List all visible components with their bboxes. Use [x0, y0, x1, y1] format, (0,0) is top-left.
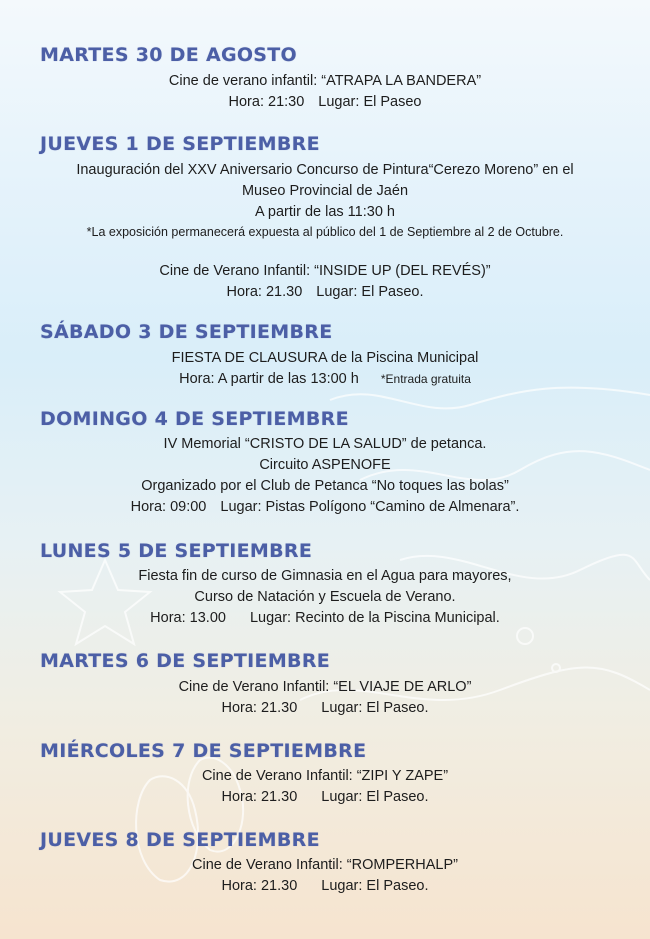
- wave-line: [330, 388, 650, 409]
- event-heading: SÁBADO 3 DE SEPTIEMBRE: [40, 321, 333, 343]
- event-time-place: [0, 788, 650, 806]
- event-time: Hora: 21.30: [221, 878, 298, 894]
- event-description-2: Cine de Verano Infantil: “INSIDE UP (DEL REVÉS)”: [159, 263, 491, 279]
- event-time: Hora: 21.30: [221, 789, 298, 805]
- event-place: Lugar: Pistas Polígono “Camino de Almenara”.: [220, 499, 520, 515]
- event-heading: JUEVES 8 DE SEPTIEMBRE: [40, 829, 320, 851]
- event-place: Lugar: El Paseo.: [321, 878, 429, 894]
- event-heading: JUEVES 1 DE SEPTIEMBRE: [40, 133, 320, 155]
- event-time: Hora: A partir de las 13:00 h: [179, 371, 359, 387]
- event-time-place: [0, 877, 650, 895]
- event-place: Lugar: El Paseo.: [321, 789, 429, 805]
- event-description: Inauguración del XXV Aniversario Concurso de Pintura“Cerezo Moreno” en el: [76, 162, 574, 178]
- event-place: Lugar: Recinto de la Piscina Municipal.: [249, 610, 500, 626]
- event-time-place: [0, 498, 650, 516]
- event-time-place: [0, 93, 650, 111]
- event-time-place: [0, 699, 650, 717]
- event-time-place: [0, 609, 650, 627]
- event-description: Fiesta fin de curso de Gimnasia en el Agua para mayores,: [138, 568, 512, 584]
- event-start-time: A partir de las 11:30 h: [255, 204, 395, 220]
- event-description: Cine de verano infantil: “ATRAPA LA BANDERA”: [168, 73, 482, 89]
- event-heading: MIÉRCOLES 7 DE SEPTIEMBRE: [40, 740, 367, 762]
- event-heading: MARTES 30 DE AGOSTO: [40, 44, 297, 66]
- bubble-shape: [552, 664, 560, 672]
- event-note: *La exposición permanecerá expuesta al público del 1 de Septiembre al 2 de Octubre.: [86, 225, 564, 239]
- event-description: Cine de Verano Infantil: “EL VIAJE DE ARLO”: [178, 679, 472, 695]
- event-place: Lugar: El Paseo: [318, 94, 422, 110]
- event-time: Hora: 09:00: [130, 499, 207, 515]
- event-time: Hora: 21.30: [226, 284, 303, 300]
- event-description-2: Curso de Natación y Escuela de Verano.: [194, 589, 456, 605]
- event-time: Hora: 21.30: [221, 700, 298, 716]
- event-description: Cine de Verano Infantil: “ROMPERHALP”: [192, 857, 458, 873]
- event-heading: LUNES 5 DE SEPTIEMBRE: [40, 540, 313, 562]
- event-place: Lugar: El Paseo.: [316, 284, 424, 300]
- event-time: Hora: 21:30: [228, 94, 305, 110]
- event-note: *Entrada gratuita: [380, 372, 471, 386]
- event-heading: DOMINGO 4 DE SEPTIEMBRE: [40, 408, 349, 430]
- event-description: Cine de Verano Infantil: “ZIPI Y ZAPE”: [201, 768, 449, 784]
- event-description: IV Memorial “CRISTO DE LA SALUD” de petanca.: [163, 436, 487, 452]
- event-time-place: [0, 283, 650, 301]
- event-description: FIESTA DE CLAUSURA de la Piscina Municipal: [171, 350, 479, 366]
- bubble-shape: [517, 628, 533, 644]
- event-heading: MARTES 6 DE SEPTIEMBRE: [40, 650, 331, 672]
- event-time-note: [0, 370, 650, 388]
- event-venue: Museo Provincial de Jaén: [241, 183, 409, 199]
- event-organizer: Organizado por el Club de Petanca “No toques las bolas”: [141, 478, 509, 494]
- event-place: Lugar: El Paseo.: [321, 700, 429, 716]
- event-circuit: Circuito ASPENOFE: [259, 457, 391, 473]
- event-time: Hora: 13.00: [150, 610, 226, 626]
